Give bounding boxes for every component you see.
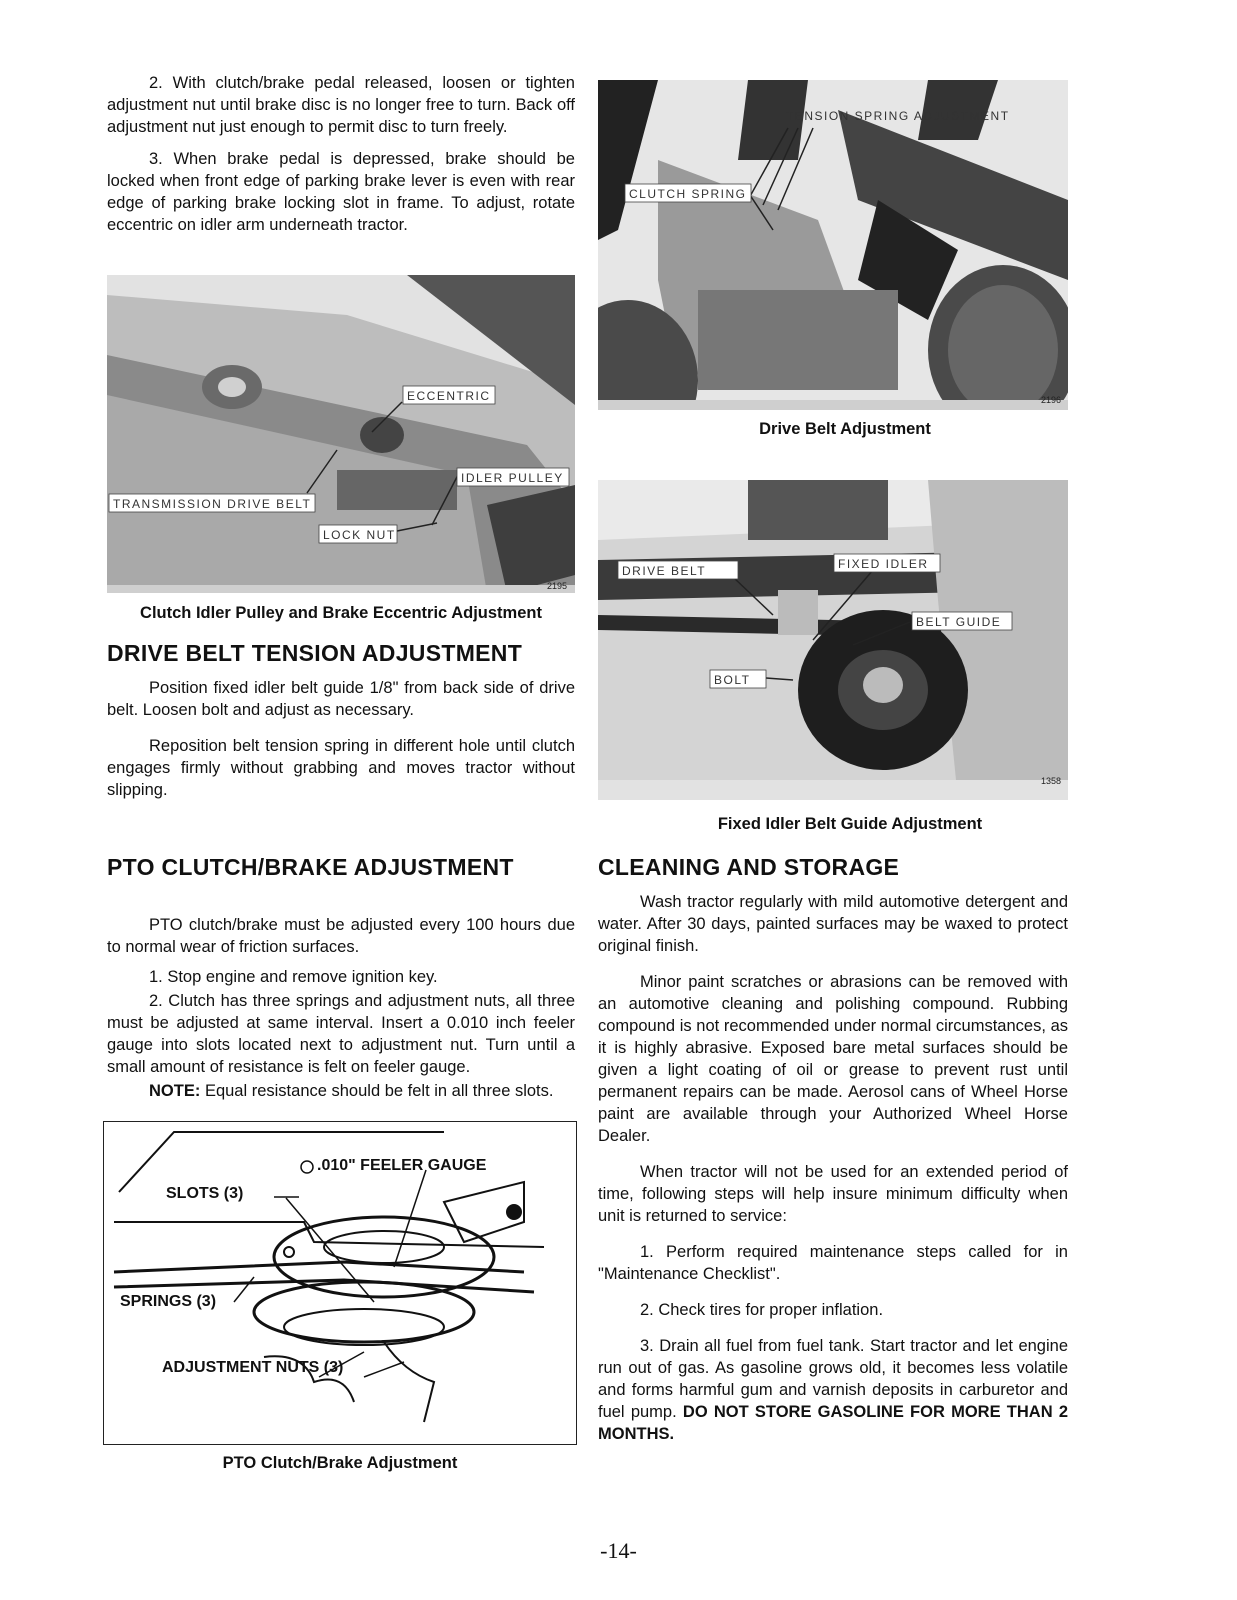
fixed-idler-photo: [598, 480, 1068, 800]
adjustment-nuts-label: ADJUSTMENT NUTS (3): [162, 1359, 344, 1376]
photo-number-1358: 1358: [1041, 776, 1062, 786]
fixed-idler-caption: Fixed Idler Belt Guide Adjustment: [717, 815, 983, 833]
fixed-idler-label: FIXED IDLER: [838, 557, 929, 571]
cleaning-step-1: 1. Perform required maintenance steps called for in "Maintenance Checklist".: [598, 1243, 1068, 1283]
pto-heading: PTO CLUTCH/BRAKE ADJUSTMENT: [107, 854, 514, 880]
slots-label: SLOTS (3): [166, 1185, 244, 1202]
pto-note: [107, 1080, 575, 1102]
drive-belt-heading: DRIVE BELT TENSION ADJUSTMENT: [107, 640, 523, 666]
pto-caption: PTO Clutch/Brake Adjustment: [222, 1454, 458, 1472]
note-text: Equal resistance should be felt in all three slots.: [204, 1082, 554, 1100]
pto-step-2: 2. Clutch has three springs and adjustment nuts, all three must be adjusted at same interval. Insert a 0.010 inch feeler gauge into slots located next to adjustment nut. Turn until a small amount of resistance is felt on feeler gauge.: [107, 992, 575, 1076]
left-intro-text: [107, 72, 575, 244]
step-2-text: 2. With clutch/brake pedal released, loosen or tighten adjustment nut until brake disc is no longer free to turn. Back off adjustment nut just enough to permit disc to turn freely.: [107, 74, 575, 136]
drive-belt-photo: [598, 80, 1068, 410]
eccentric-label: ECCENTRIC: [407, 389, 491, 403]
clutch-idler-photo: [107, 275, 575, 593]
cleaning-p3: When tractor will not be used for an extended period of time, following steps will help insure minimum difficulty when unit is returned to service:: [598, 1163, 1068, 1225]
cleaning-p2: Minor paint scratches or abrasions can be removed with an automotive cleaning and polishing compound. Rubbing compound is not recommended under normal circumstances, as it is highly abrasive. Exposed bare metal surfaces should be given a light coating of oil or grease to prevent rust until permanent repairs can be made. Aerosol cans of Wheel Horse paint are available through your Authorized Wheel Horse Dealer.: [598, 973, 1068, 1145]
cleaning-step-2: 2. Check tires for proper inflation.: [640, 1301, 884, 1319]
clutch-spring-label: CLUTCH SPRING: [629, 187, 747, 201]
cleaning-heading: CLEANING AND STORAGE: [598, 854, 900, 880]
pto-figure: [103, 1121, 577, 1445]
cleaning-p1: Wash tractor regularly with mild automotive detergent and water. After 30 days, painted surfaces may be waxed to protect original finish.: [598, 893, 1068, 955]
clutch-idler-caption: Clutch Idler Pulley and Brake Eccentric Adjustment: [140, 604, 542, 622]
drive-belt-caption: Drive Belt Adjustment: [759, 420, 931, 438]
drive-belt-p2: Reposition belt tension spring in different hole until clutch engages firmly without grabbing and moves tractor without slipping.: [107, 737, 575, 799]
photo-number: 2195: [547, 581, 568, 591]
bolt-label: BOLT: [714, 673, 751, 687]
note-label: NOTE:: [149, 1082, 201, 1100]
pto-p1: PTO clutch/brake must be adjusted every 100 hours due to normal wear of friction surfaces.: [107, 916, 575, 956]
step-3-text-span: 3. Drain all fuel from fuel tank. Start tractor and let engine run out of gas. As gasoline grows old, it becomes less volatile and forms harmful gum and varnish deposits in carburetor and fuel pump.: [598, 1337, 1068, 1421]
transmission-belt-label: TRANSMISSION DRIVE BELT: [113, 497, 312, 511]
page-number: -14-: [600, 1538, 637, 1563]
idler-pulley-label: IDLER PULLEY: [461, 471, 564, 485]
cleaning-step-3: [598, 1335, 1068, 1445]
drive-belt-p1: Position fixed idler belt guide 1/8" from back side of drive belt. Loosen bolt and adjust as necessary.: [107, 679, 575, 719]
lock-nut-label: LOCK NUT: [323, 528, 396, 542]
belt-guide-label: BELT GUIDE: [916, 615, 1002, 629]
photo-number-2196: 2196: [1041, 395, 1062, 405]
springs-label: SPRINGS (3): [120, 1293, 217, 1310]
feeler-gauge-label: .010" FEELER GAUGE: [317, 1157, 487, 1174]
pto-step-1: 1. Stop engine and remove ignition key.: [149, 968, 438, 986]
gasoline-warning: DO NOT STORE GASOLINE FOR MORE THAN 2 MONTHS.: [598, 1403, 1069, 1443]
drive-belt-section: [107, 642, 575, 809]
tension-spring-label: TENSION SPRING ADJUSTMENT: [786, 109, 1010, 123]
step-3-text: 3. When brake pedal is depressed, brake should be locked when front edge of parking brake lever is even with rear edge of parking brake locking slot in frame. To adjust, rotate eccentric on idler arm underneath tractor.: [107, 150, 575, 234]
drive-belt-label: DRIVE BELT: [622, 564, 707, 578]
pto-section: [107, 856, 575, 1110]
cleaning-section: [598, 856, 1068, 1453]
